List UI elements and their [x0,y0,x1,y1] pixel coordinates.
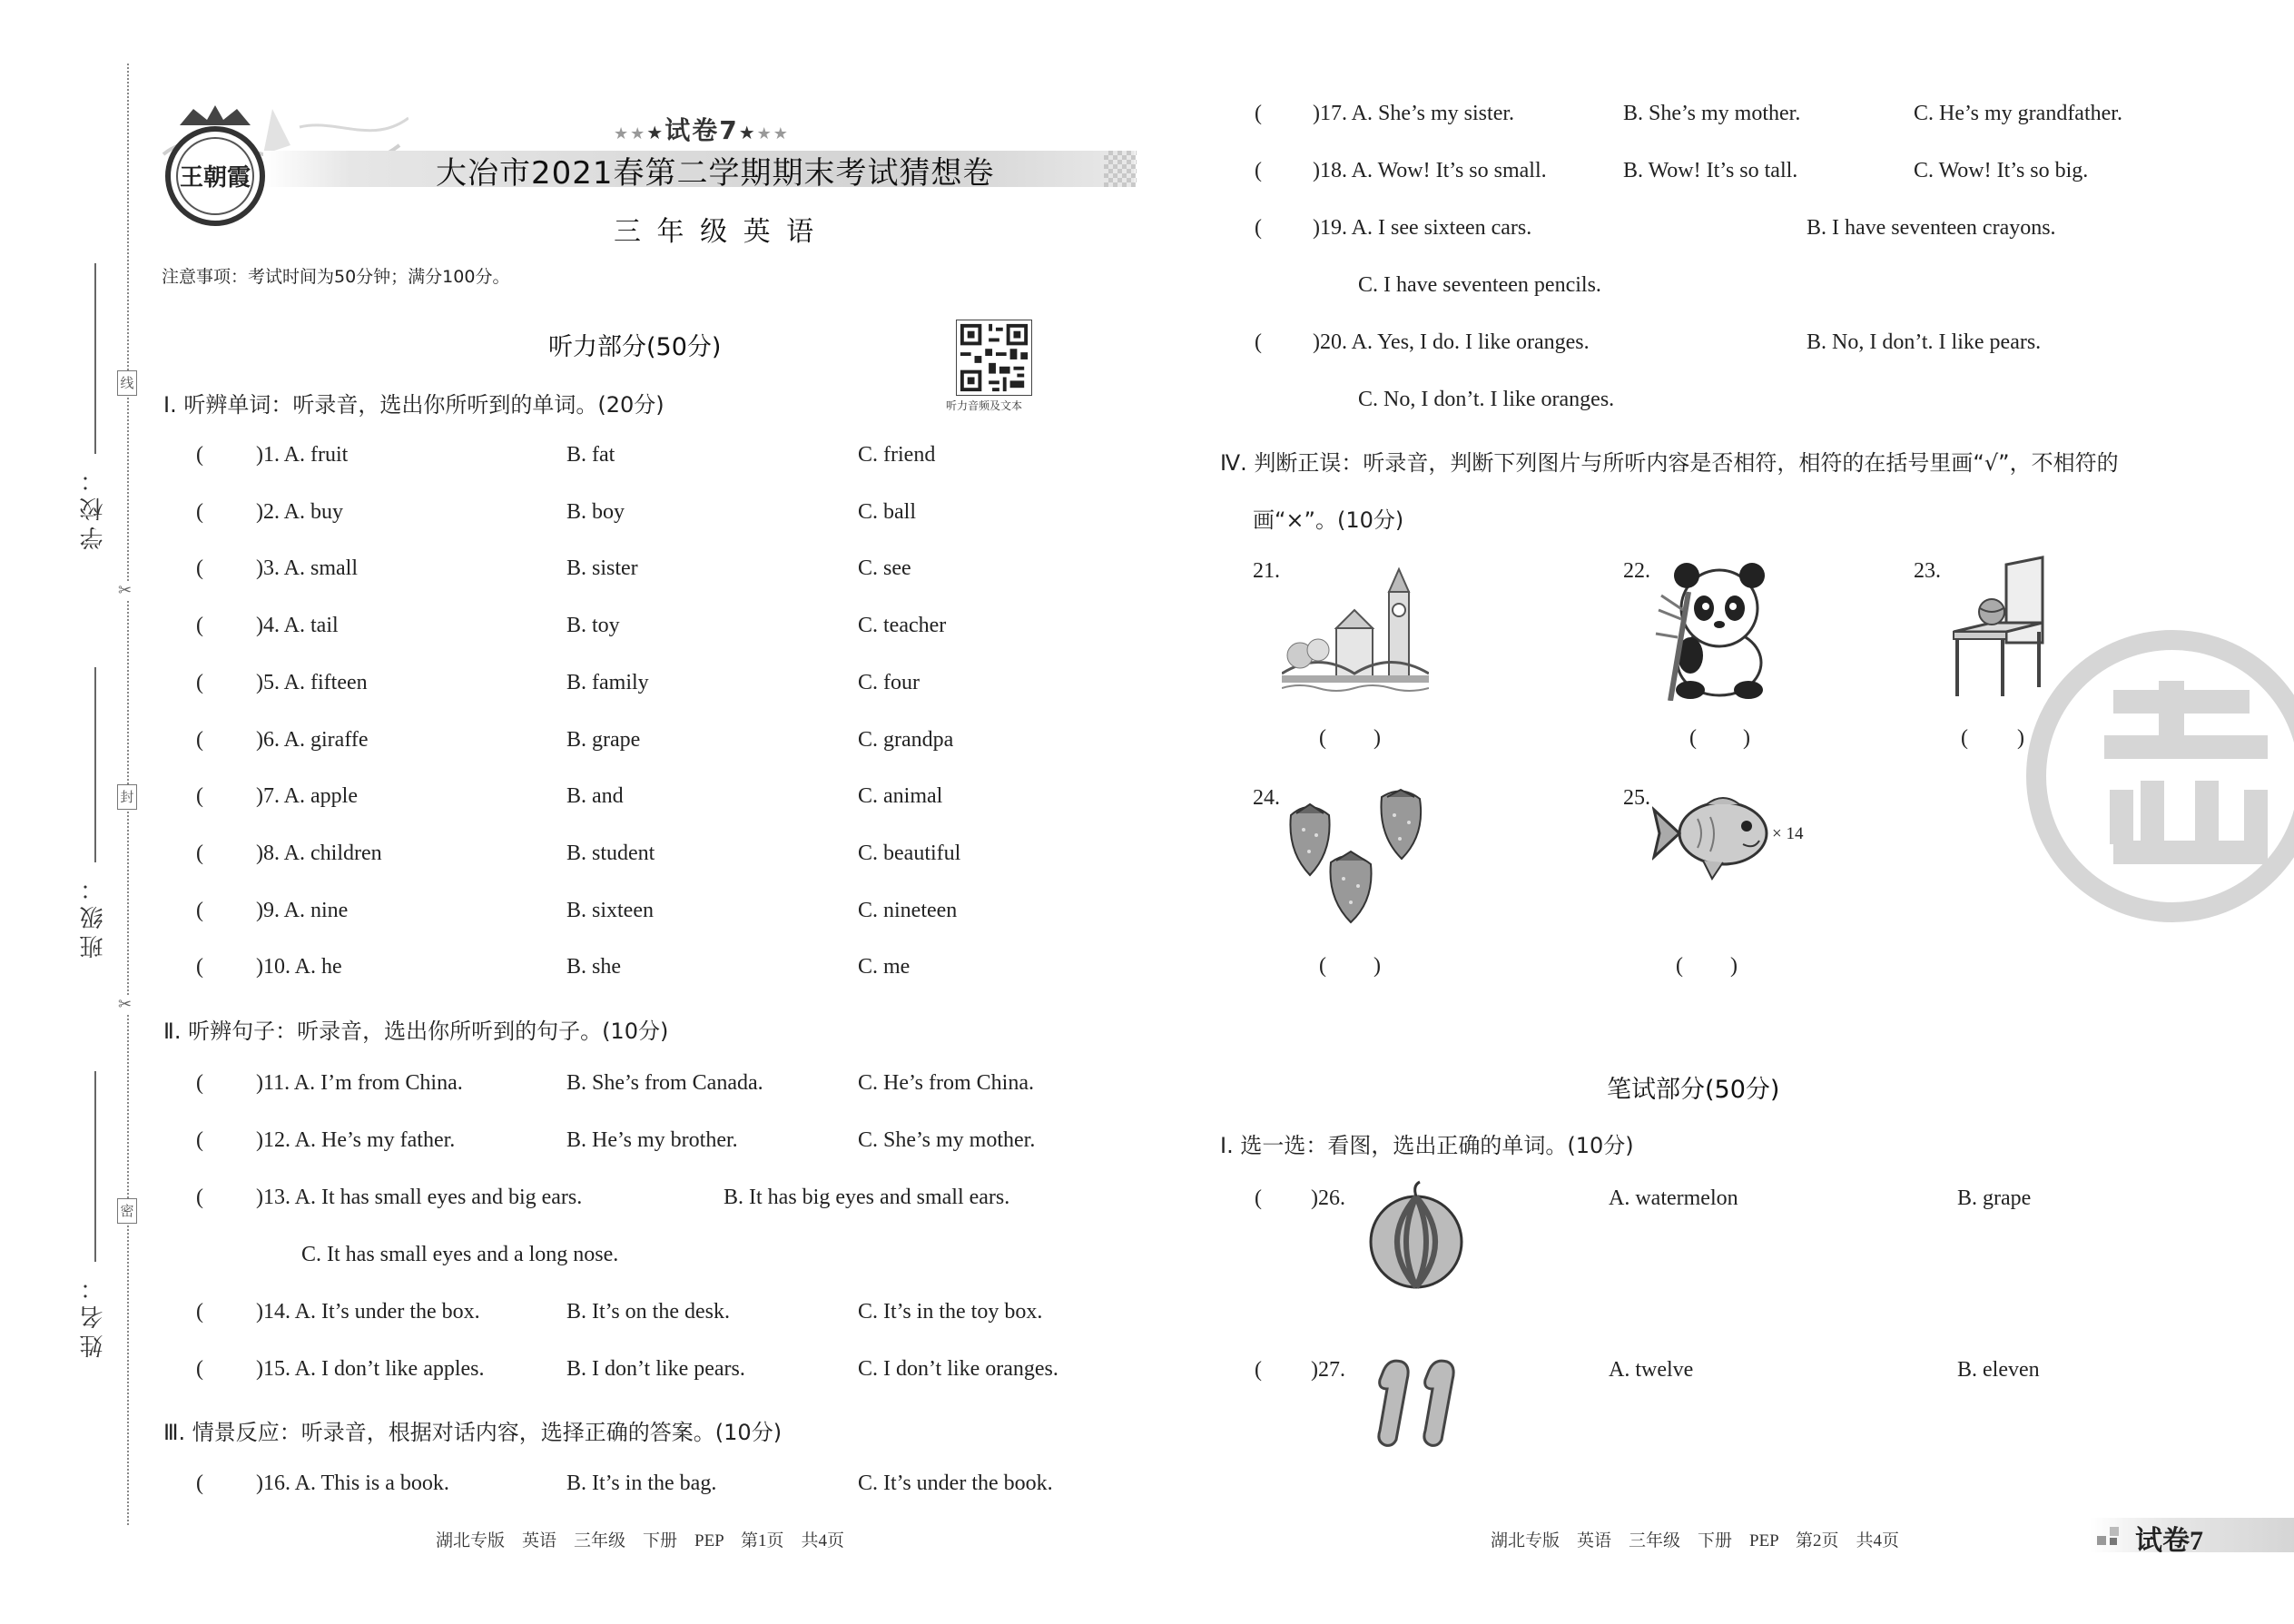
exam-notice: 注意事项：考试时间为50分钟；满分100分。 [162,267,510,287]
q13-option-c: C. It has small eyes and a long nose. [301,1243,619,1266]
part4-title-continued: 画“×”。(10分) [1253,507,1404,533]
q13-option-b: B. It has big eyes and small ears. [724,1186,1010,1209]
listening-section-title: 听力部分(50分) [548,333,722,361]
q8-option-a: )8. A. children [256,842,382,865]
q7-option-b: B. and [566,784,624,808]
answer-paren-close: ) [1373,954,1381,978]
q4-option-b: B. toy [566,614,620,637]
answer-paren[interactable]: ( [196,842,203,865]
q16-option-c: C. It’s under the book. [858,1471,1053,1495]
q5-option-b: B. family [566,671,649,694]
q18-option-c: C. Wow! It’s so big. [1914,159,2089,182]
q9-option-c: C. nineteen [858,899,958,922]
answer-paren[interactable]: ( [196,443,203,467]
item-22-number: 22. [1623,559,1650,583]
footer-tag-label: 试卷7 [2135,1526,2203,1556]
series-label: ★★★试卷7★★★ [614,115,790,145]
q10-option-b: B. she [566,955,621,979]
answer-paren[interactable]: ( [196,614,203,637]
page2-footer: 湖北专版 英语 三年级 下册 PEP 第2页 共4页 [1491,1531,1900,1550]
q17-option-b: B. She’s my mother. [1623,102,1801,125]
banner-checker [1104,151,1137,187]
logo-text: 王朝霞 [179,164,251,192]
watermelon-picture [1369,1180,1463,1291]
answer-paren[interactable]: ( [1255,159,1262,182]
q9-option-a: )9. A. nine [256,899,349,922]
answer-paren[interactable]: ( [196,1357,203,1381]
exam-title: 大冶市2021春第二学期期末考试猜想卷 [436,155,995,192]
answer-paren[interactable]: ( [196,899,203,922]
fish-count-note: × 14 [1772,824,1804,843]
q16-option-a: )16. A. This is a book. [256,1471,449,1495]
q14-option-c: C. It’s in the toy box. [858,1300,1043,1324]
class-underline [94,667,96,862]
writing-section-title: 笔试部分(50分) [1607,1076,1780,1104]
answer-paren-close: ) [1730,954,1738,978]
q20-option-c: C. No, I don’t. I like oranges. [1358,388,1615,411]
writing-part1-title: Ⅰ. 选一选：看图，选出正确的单词。(10分) [1220,1133,1634,1158]
answer-paren[interactable]: ( [1676,954,1683,978]
answer-paren[interactable]: ( [1319,954,1326,978]
q17-option-a: )17. A. She’s my sister. [1313,102,1515,125]
q26-option-a: A. watermelon [1609,1186,1738,1210]
q26-option-b: B. grape [1957,1186,2032,1210]
seal-char-seal: 封 [117,784,137,810]
answer-paren-close: ) [1373,726,1381,750]
school-label: 学校： [80,463,107,550]
part3-title: Ⅲ. 情景反应：听录音，根据对话内容，选择正确的答案。(10分) [163,1420,783,1445]
item-24-number: 24. [1253,786,1280,810]
answer-paren[interactable]: ( [1255,102,1262,125]
q15-option-a: )15. A. I don’t like apples. [256,1357,485,1381]
name-underline [94,1071,96,1262]
q3-option-c: C. see [858,556,911,580]
answer-paren[interactable]: ( [1255,330,1262,354]
q12-option-a: )12. A. He’s my father. [256,1128,456,1152]
q1-option-b: B. fat [566,443,615,467]
seal-char-line: 线 [117,370,137,396]
q9-option-b: B. sixteen [566,899,654,922]
q15-option-b: B. I don’t like pears. [566,1357,745,1381]
fish-picture [1652,792,1779,882]
q5-option-a: )5. A. fifteen [256,671,368,694]
q6-option-a: )6. A. giraffe [256,728,369,752]
answer-paren[interactable]: ( [196,784,203,808]
q11-option-c: C. He’s from China. [858,1071,1034,1095]
part2-title: Ⅱ. 听辨句子：听录音，选出你所听到的句子。(10分) [163,1019,669,1044]
q4-option-a: )4. A. tail [256,614,339,637]
scissors-icon: ✂ [118,581,133,600]
series-label-text: 试卷7 [665,115,739,145]
answer-paren-close: ) [1743,726,1750,750]
answer-paren[interactable]: ( [1255,216,1262,240]
scissors-icon: ✂ [118,995,133,1014]
answer-paren[interactable]: ( [196,1471,203,1495]
answer-paren-close: ) [2017,726,2024,750]
answer-paren[interactable]: ( [196,1071,203,1095]
q26-number: )26. [1311,1186,1345,1210]
q7-option-c: C. animal [858,784,943,808]
answer-paren[interactable]: ( [196,1128,203,1152]
answer-paren[interactable]: ( [196,728,203,752]
q18-option-a: )18. A. Wow! It’s so small. [1313,159,1547,182]
panda-bamboo-picture [1654,556,1781,701]
q6-option-c: C. grandpa [858,728,954,752]
q19-option-a: )19. A. I see sixteen cars. [1313,216,1532,240]
q7-option-a: )7. A. apple [256,784,358,808]
q3-option-a: )3. A. small [256,556,358,580]
q6-option-b: B. grape [566,728,641,752]
item-25-number: 25. [1623,786,1650,810]
q11-option-b: B. She’s from Canada. [566,1071,763,1095]
q1-option-a: )1. A. fruit [256,443,349,467]
item-23-number: 23. [1914,559,1941,583]
subject-title: 三 年 级 英 语 [614,216,818,248]
publisher-logo [162,100,269,229]
answer-paren[interactable]: ( [196,500,203,524]
seal-watermark-icon [2023,626,2294,926]
q27-number: )27. [1311,1358,1345,1382]
q4-option-c: C. teacher [858,614,947,637]
answer-paren[interactable]: ( [1689,726,1697,750]
q11-option-a: )11. A. I’m from China. [256,1071,463,1095]
answer-paren[interactable]: ( [196,671,203,694]
q15-option-c: C. I don’t like oranges. [858,1357,1058,1381]
school-underline [94,263,96,454]
answer-paren[interactable]: ( [1255,1358,1262,1382]
q2-option-c: C. ball [858,500,916,524]
q19-option-c: C. I have seventeen pencils. [1358,273,1601,297]
answer-paren[interactable]: ( [196,955,203,979]
q20-option-b: B. No, I don’t. I like pears. [1807,330,2042,354]
q5-option-c: C. four [858,671,920,694]
q18-option-b: B. Wow! It’s so tall. [1623,159,1798,182]
class-label: 班级： [80,871,107,959]
number-eleven-picture [1369,1353,1469,1452]
q13-option-a: )13. A. It has small eyes and big ears. [256,1186,583,1209]
qr-code[interactable] [956,320,1032,396]
three-strawberries-picture [1282,788,1441,924]
q12-option-b: B. He’s my brother. [566,1128,738,1152]
answer-paren[interactable]: ( [196,556,203,580]
seal-char-secret: 密 [117,1198,137,1224]
q20-option-a: )20. A. Yes, I do. I like oranges. [1313,330,1590,354]
footer-tag-squares [2090,1521,2130,1549]
q27-option-b: B. eleven [1957,1358,2040,1382]
item-21-number: 21. [1253,559,1280,583]
q3-option-b: B. sister [566,556,638,580]
q2-option-b: B. boy [566,500,625,524]
answer-paren[interactable]: ( [1319,726,1326,750]
answer-paren[interactable]: ( [1255,1186,1262,1210]
q8-option-b: B. student [566,842,655,865]
part4-title: Ⅳ. 判断正误：听录音，判断下列图片与所听内容是否相符，相符的在括号里画“√”，不相符的 [1220,450,2119,476]
q10-option-c: C. me [858,955,911,979]
q8-option-c: C. beautiful [858,842,961,865]
q27-option-a: A. twelve [1609,1358,1694,1382]
part1-title: Ⅰ. 听辨单词：听录音，选出你所听到的单词。(20分) [163,392,665,418]
answer-paren[interactable]: ( [196,1300,203,1324]
answer-paren[interactable]: ( [1961,726,1968,750]
q16-option-b: B. It’s in the bag. [566,1471,717,1495]
q17-option-c: C. He’s my grandfather. [1914,102,2122,125]
q10-option-a: )10. A. he [256,955,342,979]
qr-caption: 听力音频及文本 [946,399,1023,412]
q19-option-b: B. I have seventeen crayons. [1807,216,2056,240]
q12-option-c: C. She’s my mother. [858,1128,1036,1152]
q14-option-a: )14. A. It’s under the box. [256,1300,480,1324]
answer-paren[interactable]: ( [196,1186,203,1209]
london-tower-bridge-picture [1282,565,1429,701]
page1-footer: 湖北专版 英语 三年级 下册 PEP 第1页 共4页 [436,1531,845,1550]
q2-option-a: )2. A. buy [256,500,343,524]
name-label: 姓名： [80,1271,107,1358]
q14-option-b: B. It’s on the desk. [566,1300,730,1324]
q1-option-c: C. friend [858,443,936,467]
